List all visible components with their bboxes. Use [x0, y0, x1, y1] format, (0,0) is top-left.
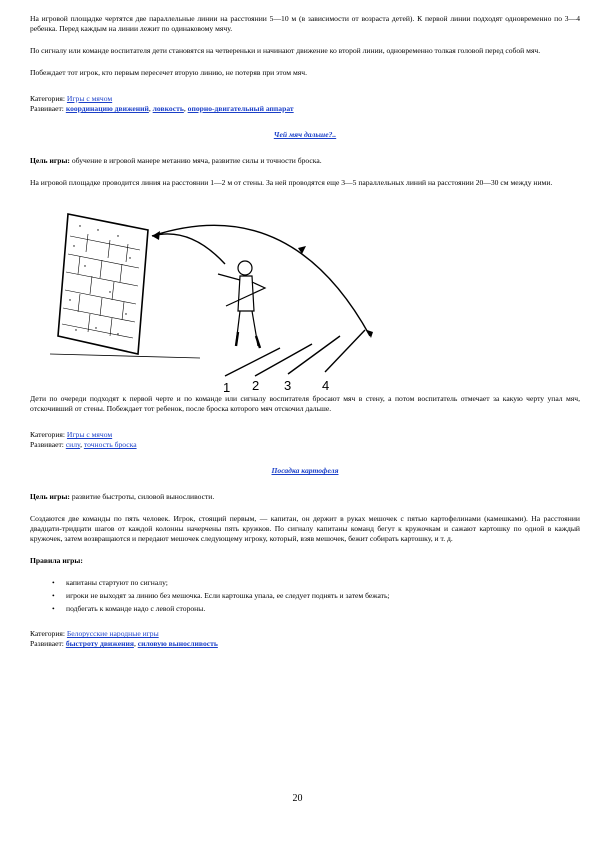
- goal-text: обучение в игровой манере метанию мяча, развитие силы и точности броска.: [71, 156, 322, 166]
- game2-category-line: [30, 430, 580, 440]
- goal-label: Цель игры:: [30, 156, 70, 166]
- game1-paragraph-1: На игровой площадке чертятся две параллельные линии на расстоянии 5—10 м (в зависимости от возраста детей). К первой линии подходят одновременно по 3—4 ребенка. Перед каждым на линии лежит по одинаковому мячу.: [30, 14, 580, 34]
- game3-title[interactable]: Посадка картофеля: [271, 466, 339, 476]
- develops-link-throw-accuracy[interactable]: точность броска: [83, 440, 137, 450]
- game3-goal: [30, 492, 580, 502]
- list-item: • подбегать к команде надо с левой стороны.: [52, 604, 206, 614]
- develops-label: Развивает:: [30, 440, 64, 450]
- game3-develops-line: Развивает: быстроту движения, силовую выносливость: [30, 639, 218, 649]
- line-number-3: 3: [284, 378, 292, 394]
- child-figure: [218, 261, 265, 348]
- game2-title[interactable]: Чей мяч дальше?..: [273, 130, 337, 140]
- arrow-head-end: [367, 330, 373, 338]
- bullet-icon: •: [52, 591, 55, 601]
- ball-throw-drawing: [40, 196, 400, 394]
- goal-text: развитие быстроты, силовой выносливости.: [71, 492, 215, 502]
- game2-paragraph-2: Дети по очереди подходят к первой черте и по команде или сигналу воспитателя бросают мяч в стену, а потом воспитатель отмечает за какую черту упал мяч, отскочивший от стены. Побеждает тот ребенок, после броска которого мяч отскочил дальше.: [30, 394, 580, 414]
- develops-link-agility[interactable]: ловкость: [152, 104, 184, 114]
- page-number: 20: [292, 793, 303, 804]
- game2-goal: [30, 156, 580, 166]
- category-link-belarusian-games[interactable]: Белорусские народные игры: [66, 629, 159, 639]
- category-label: Категория:: [30, 430, 66, 440]
- develops-link-endurance[interactable]: силовую выносливость: [137, 639, 218, 649]
- line-number-2: 2: [252, 378, 260, 394]
- game3-rules-list: [30, 578, 580, 614]
- ground-lines: [225, 330, 365, 376]
- throw-trajectory: [152, 234, 225, 264]
- develops-link-speed[interactable]: быстроту движения: [65, 639, 134, 649]
- category-label: Категория:: [30, 94, 66, 104]
- page-content: [30, 14, 580, 649]
- goal-label: Цель игры:: [30, 492, 70, 502]
- line-number-1: 1: [223, 380, 231, 395]
- bullet-icon: •: [52, 604, 55, 614]
- rebound-trajectory: [152, 225, 370, 336]
- develops-link-coordination[interactable]: координацию движений: [65, 104, 149, 114]
- develops-label: Развивает:: [30, 104, 64, 114]
- bullet-icon: •: [52, 578, 55, 588]
- game3-category-line: [30, 629, 580, 639]
- game1-develops-line: Развивает: координацию движений, ловкость, опорно-двигательный аппарат: [30, 104, 294, 114]
- game2-develops-line: Развивает: силу, точность броска: [30, 440, 137, 450]
- list-item: • капитаны стартуют по сигналу;: [52, 578, 168, 588]
- game1-category-line: [30, 94, 580, 104]
- ground-edge: [50, 354, 200, 358]
- line-number-4: 4: [322, 378, 330, 394]
- ball-throw-illustration: [30, 196, 580, 394]
- list-item: • игроки не выходят за линию без мешочка. Если картошка упала, ее следует поднять и затем бежать;: [52, 591, 390, 601]
- game1-paragraph-2: По сигналу или команде воспитателя дети становятся на четвереньки и начинают движение ко второй линии, одновременно толкая головой перед собой мяч.: [30, 46, 541, 56]
- game1-paragraph-3: Побеждает тот игрок, кто первым пересечет вторую линию, не потеряв при этом мяч.: [30, 68, 307, 78]
- develops-link-strength[interactable]: силу: [65, 440, 81, 450]
- game2-paragraph-1: На игровой площадке проводится линия на расстоянии 1—2 м от стены. За ней проводятся еще 3—5 параллельных линий на расстоянии 20—30 см между ними.: [30, 178, 553, 188]
- develops-link-musculoskeletal[interactable]: опорно-двигательный аппарат: [187, 104, 294, 114]
- category-link-ball-games[interactable]: Игры с мячом: [66, 430, 113, 440]
- game3-paragraph-1: Создаются две команды по пять человек. Игрок, стоящий первым, — капитан, он держит в руках мешочек с пятью картофелинами (камешками). На расстоянии двадцати-тридцати шагов от каждой колонны начерчены пять кружков. По сигналу капитаны команд бегут к кружочкам и сажают картошку по одной в каждый кружочек, затем возвращаются и передают мешочек следующему игроку, который, взяв мешочек, бежит собирать картошку, и т. д.: [30, 514, 580, 544]
- category-link-ball-games[interactable]: Игры с мячом: [66, 94, 113, 104]
- game3-rules-label: Правила игры:: [30, 556, 83, 566]
- develops-label: Развивает:: [30, 639, 64, 649]
- category-label: Категория:: [30, 629, 66, 639]
